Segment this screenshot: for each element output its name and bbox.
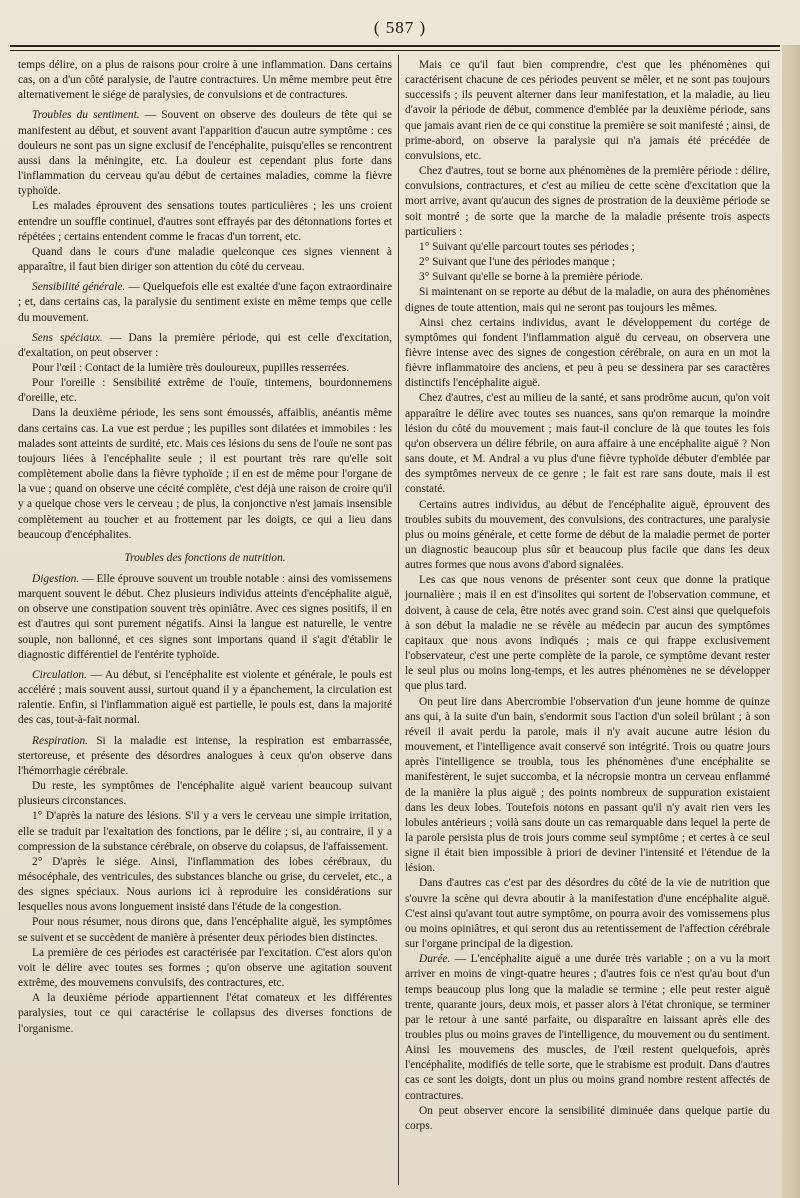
paragraph-text: — Quelquefois elle est exaltée d'une façon extraordinaire ; et, dans certains cas, la paralysie du sentiment existe en même temps que celle du mouvement. bbox=[18, 281, 393, 324]
paragraph bbox=[405, 952, 770, 1104]
paragraph: Mais ce qu'il faut bien comprendre, c'est que les phénomènes qui caractérisent chacune de ces périodes peuvent se mêler, et ne sont pas toujours successifs ; ils peuvent alterner dans leur manifestation, et la maladie, au lieu d'avoir la période de début, commence d'emblée par la deuxième période, sans que jamais avant rien de ce qui constitue la première se soit manifesté ; ainsi, de prime-abord, on observe la paralysie qui n'a jamais été précédée de convulsions, etc. bbox=[405, 59, 771, 162]
paragraph: Les malades éprouvent des sensations toutes particulières ; les uns croient entendre un souffle continuel, d'autres sont effrayés par des détonnations fortes et répétées ; certains entendent comme le fracas d'un torrent, etc. bbox=[18, 200, 392, 243]
paragraph: Certains autres individus, au début de l'encéphalite aiguë, éprouvent des troubles subits du mouvement, des convulsions, des contractures, une paralysie plus ou moins générale, et cette forme de début de la maladie permet de porter un diagnostic beaucoup plus sûr et beaucoup plus facile que dans les deux autres formes que nous avons d'abord signalées. bbox=[405, 498, 770, 572]
subsection-heading: Digestion. bbox=[32, 573, 80, 585]
paragraph bbox=[18, 331, 392, 361]
paragraph-text: — L'encéphalite aiguë a une durée très variable ; on a vu la mort arriver en moins de vingt-quatre heures ; d'autres fois ce n'est qu'au bout d'un temps beaucoup plus long que la maladie se termine ; elle peut rester aiguë trente, quarante jours, deux mois, et passer alors à l'état chronique, se terminer par le retour à une santé parfaite, ou disparaître en laissant après elle des troubles plus ou moins graves de l'intelligence, du mouvement ou du sentiment. Ainsi les mouvemens des muscles, de l'œil restent quelquefois, après l'encéphalite, modifiés de telle sorte, que le strabisme est produit. Dans d'autres cas ce sont les doigts, dont un plus ou moins grand nombre restent affectés de contractures. bbox=[405, 953, 770, 1102]
page-number: ( 587 ) bbox=[373, 18, 427, 37]
paragraph: Pour l'œil : Contact de la lumière très douloureux, pupilles resserrées. bbox=[32, 361, 350, 374]
paragraph: Pour nous résumer, nous dirons que, dans l'encéphalite aiguë, les symptômes se suivent et se succèdent de manière à présenter deux périodes bien distinctes. bbox=[18, 916, 392, 944]
paragraph: On peut observer encore la sensibilité diminuée dans quelque partie du corps. bbox=[405, 1104, 770, 1132]
paragraph bbox=[18, 734, 392, 779]
paragraph bbox=[18, 668, 392, 729]
list-item: 1° Suivant qu'elle parcourt toutes ses périodes ; bbox=[419, 240, 635, 253]
subsection-heading: Respiration. bbox=[32, 734, 89, 747]
list-item: 2° Suivant que l'une des périodes manque ; bbox=[419, 256, 616, 269]
paragraph: Quand dans le cours d'une maladie quelconque ces signes viennent à apparaître, il faut bien diriger son attention du côté du cerveau. bbox=[18, 245, 392, 274]
subsection-heading: Troubles du sentiment. bbox=[32, 109, 140, 122]
paragraph: 1° D'après la nature des lésions. S'il y a vers le cerveau une simple irritation, elle se traduit par l'exaltation des fonctions, par le délire ; si, au contraire, il y a compression de la substance cérébrale, on observe du colapsus, de l'affaissement. bbox=[18, 810, 392, 853]
subsection-heading: Durée. bbox=[419, 953, 451, 966]
left-column bbox=[18, 58, 392, 1037]
paragraph bbox=[18, 108, 392, 199]
paragraph: A la deuxième période appartiennent l'état comateux et les différentes paralysies, tout ce qui caractérise le collapsus des diverses fonctions de l'organisme. bbox=[18, 992, 392, 1035]
paragraph bbox=[18, 280, 392, 325]
paragraph: Les cas que nous venons de présenter sont ceux que donne la pratique journalière ; mais il en est d'insolites qui sortent de l'observation commune, et doivent, à cause de cela, être notés avec grand soin. C'est ainsi que quelquefois à son début la maladie ne se révèle au médecin par aucun des symptômes capitaux que nous avons indiqués ; mais ce qui frappe exclusivement l'observateur, c'est une perte complète de la parole, ce symptôme devant rester le seul plus ou moins long-temps, et les autres phénomènes ne se développer que plus tard. bbox=[405, 574, 770, 693]
subsection-heading: Circulation. bbox=[32, 668, 87, 681]
section-title: Troubles des fonctions de nutrition. bbox=[124, 551, 286, 564]
list-item: 3° Suivant qu'elle se borne à la première période. bbox=[419, 271, 643, 284]
paragraph: Ainsi chez certains individus, avant le développement du cortége de symptômes qui fondent l'inflammation aiguë du cerveau, on observera une fièvre intense avec des signes de congestion cérébrale, on aura en un mot la fièvre inflammatoire des anciens, et peu à peu se dessinera par ses caractères distinctifs l'encéphalite aiguë. bbox=[405, 316, 770, 390]
paragraph: On peut lire dans Abercrombie l'observation d'un jeune homme de quinze ans qui, à la suite d'un bain, s'endormit sous l'action d'un soleil brûlant ; à son réveil il avait perdu la parole, mais il n'y avait aucune autre lésion du mouvement, et l'intelligence avait conservé son intégrité. Trois ou quatre jours après l'intelligence se troubla, tous les phénomènes d'une encéphalite se manifestèrent, le sujet succomba, et la nécropsie montra un cerveau enflammé de la manière la plus aiguë ; des points nombreux de suppuration existaient dans les deux lobes. Toutefois notons en passant qu'il n'y avait rien vers les lobules antérieurs ; voilà sans doute un cas remarquable dans lequel la perte de la parole persista plus de trois jours comme seul symptôme ; et certes à ce seul signe il était bien impossible à priori de deviner l'intensité et l'étendue de la lésion. bbox=[405, 695, 770, 875]
paragraph: Pour l'oreille : Sensibilité extrême de l'ouïe, tintemens, bourdonnemens d'oreille, etc. bbox=[18, 377, 392, 405]
paragraph: 2° D'après le siége. Ainsi, l'inflammation des lobes cérébraux, du mésocéphale, des ventricules, des substances blanche ou grise, du cervelet, etc., a des signes spéciaux. Nous aurions ici à reproduire les considérations sur lesquelles nous avons longuement insisté dans l'étude de la congestion. bbox=[18, 855, 392, 914]
header-rule bbox=[10, 45, 780, 51]
paragraph-text: Si la maladie est intense, la respiration est embarrassée, stertoreuse, et présente des désordres analogues à ceux qu'on observe dans l'hémorrhagie cérébrale. bbox=[18, 734, 392, 777]
paragraph-text: — Elle éprouve souvent un trouble notable : ainsi des vomissemens marquent souvent le début. Chez plusieurs individus atteints d'encéphalite aiguë, on observe une constipation souvent très opiniâtre. Avec ces signes positifs, il en est d'autres qui sont purement négatifs. Ainsi la langue est naturelle, le ventre souple, non ballonné, et ces signes sont importans quand il s'agit d'établir le diagnostic différentiel de l'entérite typhoïde. bbox=[18, 573, 392, 661]
paragraph: Dans d'autres cas c'est par des désordres du côté de la vie de nutrition que s'ouvre la scène qui devra aboutir à la manifestation d'une encéphalite aiguë. C'est ainsi qu'avant tout autre symptôme, on pourra avoir des vomissemens plus ou moins opiniâtres, et qui seront dus au retentissement de l'affection cérébrale sur l'organe principal de la digestion. bbox=[405, 877, 770, 951]
subsection-heading: Sensibilité générale. bbox=[32, 281, 126, 294]
paragraph: Dans la deuxième période, les sens sont émoussés, affaiblis, anéantis même dans certains cas. La vue est perdue ; les pupilles sont dilatées et immobiles : les malades sont atteints de surdité, etc. Mais ces lésions du sens de l'ouïe ne sont pas toujours liées à l'encéphalite seule ; il est pourtant très rare qu'elle soit complètement abolie dans la fièvre typhoïde ; il en est de même pour l'organe de la vue ; quand on observe une cécité complète, c'est déjà une raison de croire qu'il y a quelque chose vers le cerveau ; de plus, la conjonctive n'est jamais insensible complètement au toucher et au frottement par les doigts, ce qui a lieu dans beaucoup d'encéphalites. bbox=[18, 407, 392, 541]
paragraph: Chez d'autres, c'est au milieu de la santé, et sans prodrôme aucun, qu'on voit apparaître le délire avec toutes ses nuances, sans qu'on remarque la moindre lésion du côté du mouvement ; mais faut-il conclure de là que toutes les fois qu'on observera un délire fébrile, on aura affaire à une encéphalite aiguë ? Non sans doute, et M. Andral a vu plus d'une fièvre typhoïde débuter d'emblée par des symptômes nerveux de ce genre ; le fait est rare sans doute, mais il est constaté. bbox=[405, 392, 770, 496]
paragraph-text: — Dans la première période, qui est celle d'excitation, d'exaltation, on peut observer : bbox=[18, 331, 392, 359]
paragraph: Chez d'autres, tout se borne aux phénomènes de la première période : délire, convulsions, contractures, et c'est au milieu de cette scène d'excitation que la mort arrive, avant qu'aucun des signes de prostration de la deuxième période se soit montré ; de sorte que la marche de la maladie présente trois aspects particuliers : bbox=[405, 165, 770, 238]
paragraph-text: — Souvent on observe des douleurs de tête qui se manifestent au début, et souvent avant l'apparition d'aucun autre symptôme : ces douleurs ne sont pas un signe exclusif de l'encéphalite, puisqu'elles se rencontrent aussi dans la méningite, etc. La douleur est cependant plus forte dans l'inflammation du cerveau qu'au début de certaines maladies, comme la fièvre typhoïde. bbox=[18, 109, 392, 198]
paragraph: La première de ces périodes est caractérisée par l'excitation. C'est alors qu'on voit le délire avec toutes ses formes ; qu'on observe une agitation souvent extrême, des mouvemens convulsifs, des contractures, etc. bbox=[18, 946, 392, 990]
paragraph: Du reste, les symptômes de l'encéphalite aiguë varient beaucoup suivant plusieurs circonstances. bbox=[18, 780, 392, 808]
right-column bbox=[405, 58, 770, 1134]
paragraph bbox=[18, 572, 392, 663]
column-divider bbox=[398, 55, 399, 1185]
paragraph: temps délire, on a plus de raisons pour croire à une inflammation. Dans certains cas, on a d'un côté paralysie, de l'autre contractures. Un même membre peut être alternativement le siége de paralysies, de convulsions et de contractures. bbox=[18, 59, 392, 102]
paragraph-text: — Au début, si l'encéphalite est violente et générale, le pouls est accéléré ; mais souvent aussi, surtout quand il y a épanchement, la circulation est ralentie. Enfin, si l'inflammation aiguë est partielle, le pouls est, dans la majorité des cas, tout-à-fait normal. bbox=[18, 668, 392, 727]
page-edge bbox=[782, 45, 800, 1198]
subsection-heading: Sens spéciaux. bbox=[32, 331, 103, 344]
paragraph: Si maintenant on se reporte au début de la maladie, on aura des phénomènes dignes de toute attention, mais qui ne seront pas toujours les mêmes. bbox=[405, 286, 770, 314]
